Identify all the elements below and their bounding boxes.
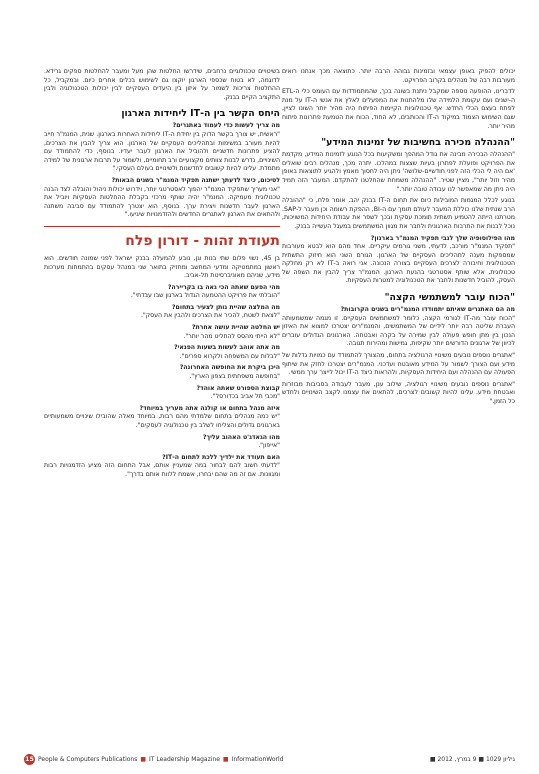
page-footer [24,752,515,766]
id-box-answer: "לא הייתי מהסס להחליט מהר יותר". [183,332,280,340]
question-challenges: מה הם האתגרים שאיתם יתמודדו המנמ"רים בשנים הקרובות? [340,306,515,314]
answer-meet-challenges: "ראשית, יש צורך בקשר הדוק בין יחידת ה-IT ליחידות האחרות בארגון. שנית, המנמ"ר חייב להיות מעורב במשימות ובתהליכים העסקיים של הארגון. הוא צריך להבין את הצרכים, להציע פתרונות חדשניים ולהוביל את הארגון לעבר יעדיו. בנוסף, כדי להתמודד עם השינויים, נדרש לבנות צוותים מקצועיים ורב תחומיים, ולשמור על תרבות ארגונית של למידה מתמדת. עלינו להיות קשובים לחדשנות ולשינויים בעולם העסקי." [44,130,281,173]
footer-magazine-1: IT Leadership Magazine [149,755,220,763]
id-box-answer: "אייפון". [258,442,280,450]
footer-separator-icon: ■ [140,755,147,763]
id-box-answer: "לצאת לשטח, להכיר את הצרכים ולהבין את העסק". [140,312,280,320]
page-number-badge: 15 [24,755,35,763]
section-title-end-users: "הכוח עובר למשתמשי הקצה" [384,292,515,304]
id-box-qa-list [44,284,280,480]
id-box-answer: "הובלתי את פרויקט ההטמעה הגדול בארגון שבו עבדתי". [130,292,280,300]
id-box-title: תעודת זהות - דורון פלח [125,232,280,249]
section-title-availability: "ההנהלה מכירה בחשיבות של זמינות המידע" [321,137,515,149]
question-summary: לסיכום, כיצד לדעתך ישתנה תפקיד המנמ"ר בשנים הבאות? [111,176,280,184]
id-box-question: מה המלצה שהיית נותן לצעיר בתחום? [171,303,280,311]
question-meet-challenges: מה צריך לעשות כדי לעמוד באתגרים? [172,122,280,130]
id-box-answer: "בחופשה משפחתית בצפון הארץ". [189,373,280,381]
answer-challenges-2: "אתגרים נוספים נובעים משינויי הרגולציה בתחום, מהצורך להתמודד עם כמויות גדלות של מידע ועם הצורך לשמור על המידע מאובטח ועדכני. המנמ"רים יצטרכו לחזק את שיתוף הפעולה עם ההנהלה ועם היחידות העסקיות, ולהראות כיצד ה-IT יכול לייצר ערך ממשי. [282,352,515,377]
id-box-question: קבוצת הספורט שאתה אוהד? [196,384,280,392]
footer-separator-icon: ■ [222,755,229,763]
left-column [44,68,280,483]
footer-magazine-2: InformationWorld [231,755,284,763]
left-intro-paragraph: בשיטויים טכנולוגיים נרחבים, שידרשו החלטות שהן מעל ומעבר להחלטות ספקים גרידא. לדוגמה, לא בטוח שכספי הארגון יוקצו גם לשימוש בכלים אחרים כיום. ובמקביל, כל ההחלטות צריכות לשמור על איזון בין היעדים העסקיים לבין יכולות הטכנולוגיה ולבין התקציב הקיים בבנק. [44,68,280,101]
section-title-relationship: היחס הקשר בין ה-IT ליחידות הארגון [121,108,280,120]
id-box-question: מהו הגאדג'ט האהוב עליך? [202,433,280,441]
id-box-divider [44,226,280,227]
id-box-question: איזה מנהל בתחום או קולגה אתה מעריך במיוחד? [139,404,280,412]
id-box-bio: בן 45, נשוי פלום שתי בנות וגן, נובע להמעלה בבנק ישראל לפני שמונה חודשים. הוא ראשון במתמטיקה ומדעי המחשב ומחזיק בתואר שני במנהל עסקים בהתמחות מערכות מידע, שניהם מאוניברסיטת תל-אביב. [44,254,280,280]
section1-paragraph-2: בנוגע לכלל המגמות המובילות כיום את תחום ה-IT בבנק יהב, אומר פלח, כי "ההובלה הרב שנתית שלנו כוללת המעבר לעולם תומך עם ה-BI, ההפקת רשומה וכן מעבר ל-SAP. מטרתנו הייתה להטמיע תשתית תומכת עסקית ובכך לשפר את עבודת היחידות המשויכות, נוכל לבנות את התרבות הארגונית ולחבר את מגוון המשתמשים במעגל העשייה בבנק. [282,197,515,230]
id-box-question: האם תעודד את ילדיך ללכת לתחום ה-IT? [162,453,280,461]
answer-summary: "אני מעריך שתפקיד המנמ"ר יהפוך לאסטרטגי יותר, וידרוש יכולות ניהול והובלה לצד הבנה טכנולוגית מעמיקה. המנמ"ר יהיה שותף מרכזי בקבלת ההחלטות העסקיות ויוביל את הארגון לעבר חדשנות ויצירת ערך. בנוסף, הוא יצטרך להתמודד עם סביבה משתנה ולהתאים את הארגון לאתגרים החדשים ולהזדמנויות שיגיעו." [44,185,280,219]
answer-philosophy: "תפקיד המנמ"ר מורכב, לדעתי, משני גורמים עיקריים. אחד מהם הוא לבטא מעורבות שמספקות מענה לתהליכים העסקיים של הארגון. הגורם השני הוא חיזוק התשתית הטכנולוגית וחיבורה לצרכים העסקיים בצורה הנכונה. אני רואה ב-IT לא רק מחלקה טכנולוגית, אלא שותף אסטרטגי בהנעת הארגון. המנמ"ר צריך להבין את השפה של העסק, להוביל חדשנות ולחבר את הטכנולוגיה למטרות העסקיות. [282,243,515,285]
footer-publisher: People & Computers Publications [38,755,138,763]
id-box-question: יש החלטה שהיית עושה אחרת? [191,324,280,332]
answer-challenges-1: "הכוח עובר מה-IT לגורמי הקצה, כלומר למשתמשים העסקיים. זו מגמה שמשמעותה העברת שליטה רבה יותר לידיים של המשתמשים, והמנמ"רים יצטרכו למצוא את האיזון הנכון בין מתן חופש פעולה לבין שמירה על בקרה ואבטחה. הארגונים הגדולים עוברים לכיוון של ארגונים הדורשים יותר שקיפות, גמישות ומהירות תגובה. [282,314,515,348]
id-box-answer: "יש כמה מנהלים בתחום שלמדתי מהם רבות, במיוחד מאלה שהובילו שינויים משמעותיים בארגונים גדולים והצליחו לשלב בין טכנולוגיה לעסקים". [44,413,280,429]
id-box-answer: "לדעתי חשוב להם לבחור במה שמעניין אותם, אבל התחום הזה מציע הזדמנויות רבות ומגוונות. אם זה מה שהם יבחרו, אשמח ללוות אותם בדרך". [44,462,280,478]
right-column [282,68,515,410]
question-philosophy: מהו הפילוסופיה שלך לגבי תפקיד המנמ"ר בארגון? [370,234,515,242]
id-box-answer: "מכבי תל אביב בכדורסל". [210,393,280,401]
id-box-answer: "לבלות עם המשפחה ולקרוא ספרים". [179,352,280,360]
intro-paragraph-1: יכולים להפיק באופן עצמאי ובזמינות גבוהה הרבה יותר. כתוצאה מכך אנחנו רואים מעורבות רבה של מנהלים בקרוב הפרויקט. [282,68,515,84]
id-box-question: מה אתה אוהב לעשות בשעות הפנאי? [173,344,280,352]
section1-paragraph-1: "ההנהלה הבכירה מבינה את גודל המהפך ומשקיעות בכל הנוגע לזמינות המידע, מקדמת את הפרויקט ופועלת לפתרון בעיות שצצות במהלכו. יתרה מכך, מנהלים רבים שואלים 'אם היה לי הכלי הזה לפני חודשיים-שלושה' ניתן היה לחסוך מאמץ ולהגיע לתוצאות באופן מהיר וזול יותר", מציין שטיר. "ההנהלה משמחת שהחלטנו להתקדם. המעבר הזה תמיד היה ניתן מה שמאפשר לנו עבודה טובה יותר." [282,151,515,193]
id-box-question: היכן ביקרת את החופשה האחרונה? [179,364,280,372]
footer-issue-date: גיליון 1029 ■ 9 במרץ, 2012 ■ [429,755,515,763]
id-box-question: מהי הפעם שאתה הכי גאה בו בקריירה? [167,283,280,291]
answer-challenges-3: "אתגרים נוספים נובעים משינויי רגולציה, שילוב ענן, מעבר לעבודה בסביבות מבוזרות ואבטחת מידע. עלינו להיות קשובים לצרכים, להתאים את עצמנו לקצב השינויים ולחדש כל הזמן." [282,380,515,405]
intro-paragraph-2: לדברינו, ההופעה נוספה שמקבל ניתנת בשונה בכך, שהמתמודדות עם העומס כלי ה-ETL ה-ישנים ועם עקומת הלמידה שלו מלהתנות את המפעלים לאלץ את אנשי ה-IT על מנת לפתח בעצם הכלי החדש. אף טכנולוגיות הקיימות הפיתוח היה מהיר יותר השונו לציין, שגם השימוש הצמוד במיקוד ה-IT והכותבים, לא החוד, הכוח את הטמעת פתרונות פיתוח מהיר יותר. [282,88,515,130]
